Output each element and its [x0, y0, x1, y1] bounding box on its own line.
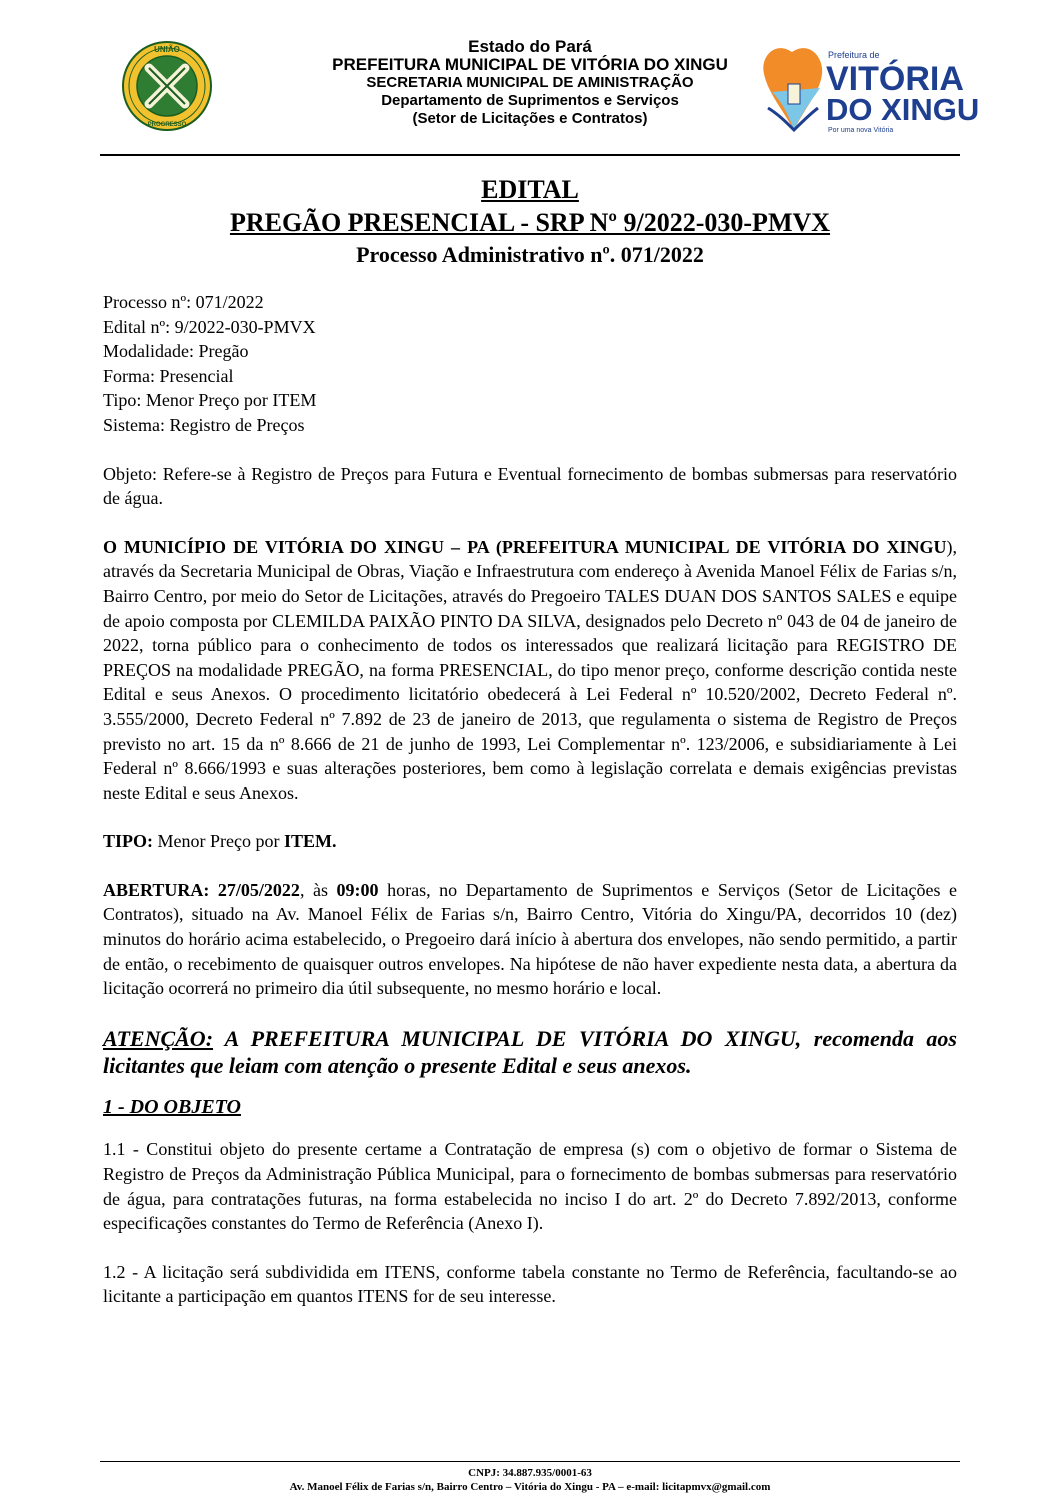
section1-heading: 1 - DO OBJETO	[103, 1095, 241, 1118]
svg-text:DO XINGU: DO XINGU	[826, 92, 980, 127]
header-divider	[100, 154, 960, 156]
svg-text:Prefeitura de: Prefeitura de	[828, 50, 880, 60]
header-text-block	[250, 38, 810, 128]
svg-text:Por uma nova Vitória: Por uma nova Vitória	[828, 127, 894, 134]
section1-item-1-2: 1.2 - A licitação será subdividida em ITENS, conforme tabela constante no Termo de Referência, facultando-se ao licitante a participação em quantos ITENS for de seu interesse.	[103, 1261, 957, 1307]
doc-title-pregao: PREGÃO PRESENCIAL - SRP Nº 9/2022-030-PMVX	[229, 208, 831, 237]
doc-title-edital: EDITAL	[481, 175, 579, 204]
objeto-paragraph: Objeto: Refere-se à Registro de Preços para Futura e Eventual fornecimento de bombas submersas para reservatório de água.	[103, 463, 957, 509]
tipo-value: Menor Preço por	[153, 831, 284, 852]
meta-block	[103, 290, 957, 438]
header-prefeitura: PREFEITURA MUNICIPAL DE VITÓRIA DO XINGU	[332, 55, 728, 74]
doc-title-processo: Processo Administrativo nº. 071/2022	[356, 242, 704, 267]
tipo-paragraph	[103, 829, 957, 854]
abertura-rest: horas, no Departamento de Suprimentos e Serviços (Setor de Licitações e Contratos), situado na Av. Manoel Félix de Farias s/n, Bairro Centro, Vitória do Xingu/PA, decorridos 10 (dez) minutos do horário acima estabelecido, o Pregoeiro dará início à abertura dos envelopes, não sendo permitido, a partir de então, o recebimento de quaisquer outros envelopes. Na hipótese de não haver expediente nesta data, a abertura da licitação ocorrerá no primeiro dia útil subsequente, no mesmo horário e local.	[103, 879, 957, 999]
section1-item-1-1: 1.1 - Constitui objeto do presente certame a Contratação de empresa (s) com o objetivo de formar o Sistema de Registro de Preços da Administração Pública Municipal, para o fornecimento de bombas submersas para reservatório de água, para contratações futuras, na forma estabelecida no inciso I do art. 2º do Decreto 7.892/2013, conforme especificações constantes do Termo de Referência (Anexo I).	[103, 1139, 957, 1234]
header-setor: (Setor de Licitações e Contratos)	[412, 110, 648, 127]
municipal-seal-icon	[104, 40, 230, 132]
tipo-bold: ITEM.	[283, 831, 337, 852]
atencao-paragraph	[103, 1025, 957, 1079]
intro-rest: ), através da Secretaria Municipal de Obras, Viação e Infraestrutura com endereço à Avenida Manoel Félix de Farias s/n, Bairro Centro, por meio do Setor de Licitações, através do Pregoeiro TALES DUAN DOS SANTOS SALES e equipe de apoio composta por CLEMILDA PAIXÃO PINTO DA SILVA, designados pelo Decreto nº 043 de 04 de janeiro de 2022, torna público para o conhecimento de todos os interessados que realizará licitação para REGISTRO DE PREÇOS na modalidade PREGÃO, na forma PRESENCIAL, do tipo menor preço, conforme descrição contida neste Edital e seus Anexos. O procedimento licitatório obedecerá à Lei Federal nº 10.520/2002, Decreto Federal nº. 3.555/2000, Decreto Federal nº 7.892 de 23 de janeiro de 2013, que regulamenta o sistema de Registro de Preços previsto no art. 15 da nº 8.666 de 21 de junho de 1993, Lei Complementar nº. 123/2006, e subsidiariamente à Lei Federal nº 8.666/1993 e suas alterações posteriores, bem como à legislação correlata e demais exigências previstas neste Edital e seus Anexos.	[103, 536, 957, 803]
footer-divider	[100, 1461, 960, 1462]
document-header	[0, 0, 1059, 160]
document-footer	[100, 1466, 960, 1494]
abertura-a: , às	[299, 879, 337, 900]
footer-address: Av. Manoel Félix de Farias s/n, Bairro Centro – Vitória do Xingu - PA – e-mail: licitapmvx@gmail.com	[289, 1481, 771, 1493]
meta-sistema: Sistema: Registro de Preços	[103, 414, 305, 435]
intro-paragraph	[103, 535, 957, 806]
abertura-hora: 09:00	[336, 879, 379, 900]
svg-text:UNIÃO: UNIÃO	[154, 45, 180, 54]
meta-tipo: Tipo: Menor Preço por ITEM	[103, 390, 317, 411]
tipo-label: TIPO:	[103, 831, 154, 852]
meta-forma: Forma: Presencial	[103, 365, 234, 386]
svg-text:PROGRESSO: PROGRESSO	[147, 122, 187, 128]
header-departamento: Departamento de Suprimentos e Serviços	[381, 92, 679, 109]
vitoria-do-xingu-logo-icon	[760, 44, 980, 136]
svg-text:VITÓRIA: VITÓRIA	[826, 60, 964, 98]
meta-modalidade: Modalidade: Pregão	[103, 341, 249, 362]
abertura-label: ABERTURA: 27/05/2022	[103, 879, 300, 900]
document-body	[103, 290, 957, 1309]
atencao-text: A PREFEITURA MUNICIPAL DE VITÓRIA DO XINGU, recomenda aos licitantes que leiam com atenção o presente Edital e seus anexos.	[103, 1025, 957, 1078]
meta-processo: Processo nº: 071/2022	[103, 292, 264, 312]
footer-cnpj: CNPJ: 34.887.935/0001-63	[468, 1467, 592, 1479]
header-secretaria: SECRETARIA MUNICIPAL DE AMINISTRAÇÃO	[366, 74, 694, 91]
intro-lead: O MUNICÍPIO DE VITÓRIA DO XINGU – PA (PREFEITURA MUNICIPAL DE VITÓRIA DO XINGU	[103, 536, 947, 557]
header-state: Estado do Pará	[468, 37, 592, 56]
meta-edital: Edital nº: 9/2022-030-PMVX	[103, 316, 316, 337]
abertura-paragraph	[103, 878, 957, 1001]
atencao-label: ATENÇÃO:	[103, 1025, 214, 1051]
